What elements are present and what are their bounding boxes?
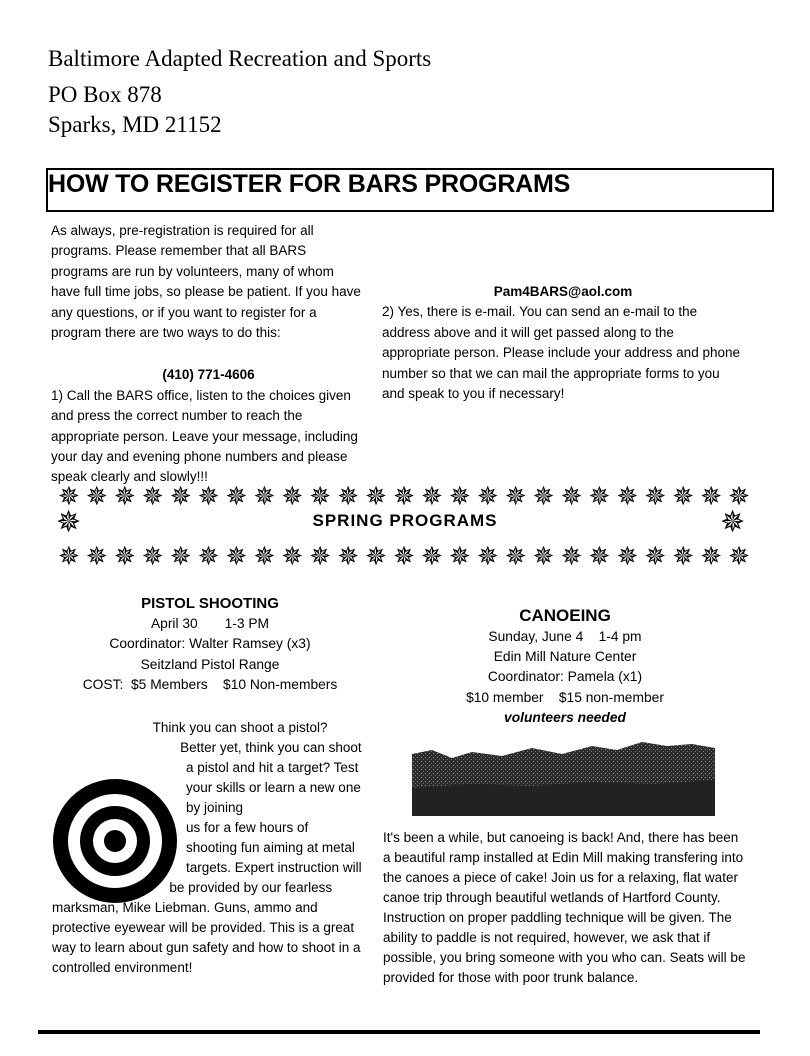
star-icon: ✵ [672,482,695,512]
pistol-description [52,718,362,978]
star-icon: ✵ [141,482,164,512]
star-icon: ✵ [253,482,276,512]
star-icon: ✵ [532,542,555,572]
mountain-landscape-image [412,740,715,816]
pistol-coordinator: Coordinator: Walter Ramsey (x3) [109,636,311,652]
pistol-location: Seitzland Pistol Range [140,656,280,672]
star-icon: ✵ [532,482,555,512]
star-icon: ✵ [728,482,750,512]
canoe-date: Sunday, June 4 1-4 pm [488,629,642,644]
address-line-2: Sparks, MD 21152 [48,112,222,137]
office-phone: (410) 771-4606 [162,367,255,383]
star-icon: ✵ [672,542,695,572]
star-icon: ✵ [448,542,471,572]
canoe-title: CANOEING [519,606,611,625]
pistol-body-intro: Think you can shoot a pistol? Better yet, think you can shoot a pistol and hit a target? Test your skills or learn a new one by joining [152,720,362,815]
star-icon: ✵ [113,542,136,572]
star-icon: ✵ [197,542,220,572]
star-icon: ✵ [560,482,583,512]
star-icon: ✵ [309,482,332,512]
star-icon: ✵ [504,542,527,572]
star-border-bottom [58,543,750,571]
canoe-coordinator: Coordinator: Pamela (x1) [487,669,643,685]
bottom-rule [38,1030,760,1034]
star-icon: ✵ [253,542,276,572]
star-icon: ✵ [393,482,415,512]
star-icon: ✵ [476,542,499,572]
star-icon: ✵ [504,482,527,512]
star-icon: ✵ [113,482,136,512]
target-icon [52,778,178,904]
star-icon: ✵ [281,482,304,512]
star-icon: ✵ [700,542,722,572]
star-icon: ✵ [197,482,220,512]
star-icon: ✵ [169,482,192,512]
star-icon: ✵ [281,542,304,572]
star-icon: ✵ [728,542,750,572]
pistol-date: April 30 1-3 PM [150,616,270,632]
org-name: Baltimore Adapted Recreation and Sports [48,46,432,71]
star-icon: ✵ [476,482,499,512]
canoe-details [380,605,750,728]
star-icon: ✵ [337,482,360,512]
star-icon: ✵ [588,482,611,512]
star-icon: ✵ [560,542,583,572]
star-icon: ✵ [365,542,387,572]
register-intro: As always, pre-registration is required for all programs. Please remember that all BARS programs are run by volunteers, many of whom have full time jobs, so please be patient. If you have any questions, or if you want to register for a program there are two ways to do this: [51,223,361,341]
star-icon: ✵ [393,542,415,572]
star-icon: ✵ [588,542,611,572]
phone-instructions: 1) Call the BARS office, listen to the choices given and press the correct number to reach the appropriate person. Leave your message, including your day and evening phone numbers and please speak clearly and slowly!!! [51,387,358,485]
star-icon: ✵ [644,482,667,512]
star-icon: ✵ [58,542,80,572]
star-icon: ✵ [448,482,471,512]
register-left-column [51,221,366,488]
star-icon: ✵ [337,542,360,572]
star-icon: ✵ [644,542,667,572]
canoe-location: Edin Mill Nature Center [493,649,637,665]
organization-header [48,44,431,140]
star-icon: ✵ [616,482,639,512]
register-title: HOW TO REGISTER FOR BARS PROGRAMS [48,170,571,198]
volunteers-needed: volunteers needed [504,709,626,725]
star-icon: ✵ [420,542,443,572]
pistol-title: PISTOL SHOOTING [141,595,279,612]
canoe-cost: $10 member $15 non-member [466,689,664,705]
star-icon: ✵ [225,482,248,512]
star-icon: ✵ [365,482,387,512]
pistol-body-rest: us for a few hours of shooting fun aiming at metal targets. Expert instruction will be provided by our fearless marksman, Mike Liebman. Guns, ammo and protective eyewear will be provided. This is a great way to learn about gun safety and how to shoot in a controlled environment! [52,820,362,975]
pistol-details [40,594,380,695]
star-icon: ✵ [720,505,746,540]
star-icon: ✵ [85,542,108,572]
star-icon: ✵ [309,542,332,572]
canoe-description: It's been a while, but canoeing is back! And, there has been a beautiful ramp installed at Edin Mill making transfering into the canoes a piece of cake! Join us for a relaxing, flat water canoe trip through beautiful wetlands of Hartford County. Instruction on proper paddling technique will be given. The ability to paddle is not required, however, we ask that if possible, you bring someone with you who can. Seats will be provided for those with poor trunk balance. [383,830,746,985]
star-border-top [58,483,750,511]
email-instructions: 2) Yes, there is e-mail. You can send an e-mail to the address above and it will get passed along to the appropriate person. Please include your address and phone number so that we can mail the appropriate forms to you and speak to you if necessary! [382,304,740,402]
register-right-column [382,221,744,404]
star-icon: ✵ [58,482,80,512]
star-icon: ✵ [700,482,722,512]
star-icon: ✵ [420,482,443,512]
address-line-1: PO Box 878 [48,82,162,107]
star-icon: ✵ [616,542,639,572]
spring-programs-title: SPRING PROGRAMS [312,511,498,530]
star-icon: ✵ [56,505,82,540]
pistol-cost: COST: $5 Members $10 Non-members [82,676,338,692]
star-icon: ✵ [169,542,192,572]
star-icon: ✵ [85,482,108,512]
star-icon: ✵ [225,542,248,572]
star-icon: ✵ [141,542,164,572]
email-address: Pam4BARS@aol.com [493,284,633,299]
